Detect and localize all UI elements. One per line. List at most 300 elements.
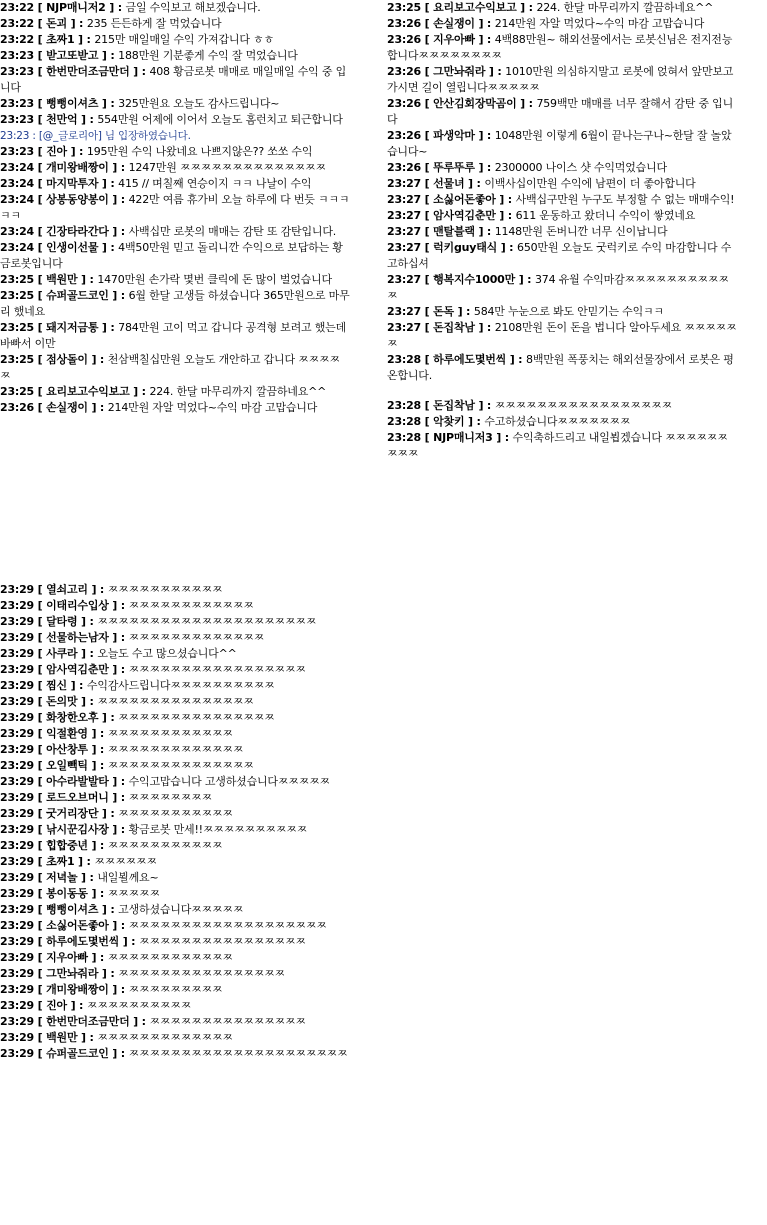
message-text: 수익고맙습니다 고생하셨습니다ㅉㅉㅉㅉㅉ <box>128 775 330 788</box>
message-time: 23:29 <box>0 983 35 996</box>
nick-bracket-open: [ <box>34 65 47 78</box>
sender-nickname: 소싫어돈좋아 <box>433 193 496 206</box>
sender-nickname: 하루에도몇번씩 <box>46 935 120 948</box>
chat-message <box>0 758 350 774</box>
nick-bracket-close: ] : <box>108 193 129 206</box>
nick-bracket-open: [ <box>421 415 434 428</box>
sender-nickname: 뚜루뚜루 <box>433 161 475 174</box>
nick-bracket-close: ] : <box>98 241 119 254</box>
sender-nickname: 지우아빠 <box>46 951 88 964</box>
message-text: 2108만원 돈이 돈을 법니다 알아두세요 ㅉㅉㅉㅉㅉㅉ <box>387 321 737 350</box>
message-time: 23:25 <box>0 385 35 398</box>
message-time: 23:27 <box>387 273 422 286</box>
sender-nickname: 초짜1 <box>46 33 75 46</box>
message-time: 23:29 <box>0 903 35 916</box>
message-time: 23:29 <box>0 695 35 708</box>
chat-log-panel-bottom <box>0 582 350 1212</box>
message-text: ㅉㅉㅉㅉㅉㅉㅉㅉㅉㅉㅉㅉㅉ <box>128 631 265 644</box>
chat-message <box>0 288 350 320</box>
chat-message <box>0 806 350 822</box>
nick-bracket-close: ] : <box>108 791 129 804</box>
sender-nickname: NJP매니저2 <box>46 1 106 14</box>
nick-bracket-close: ] : <box>87 401 108 414</box>
message-time: 23:26 <box>0 401 35 414</box>
chat-message <box>0 160 350 176</box>
chat-message <box>387 16 737 32</box>
sender-nickname: 파생악마 <box>433 129 475 142</box>
nick-bracket-open: [ <box>34 647 47 660</box>
nick-bracket-open: [ <box>421 225 434 238</box>
message-time: 23:24 <box>0 177 35 190</box>
chat-message <box>387 320 737 352</box>
nick-bracket-close: ] : <box>129 65 150 78</box>
nick-bracket-open: [ <box>34 743 47 756</box>
sender-nickname: 아산창투 <box>46 743 88 756</box>
nick-bracket-open: [ <box>34 903 47 916</box>
sender-nickname: 소싫어돈좋아 <box>46 919 109 932</box>
nick-bracket-close: ] : <box>108 599 129 612</box>
message-text: 6월 한달 고생들 하셨습니다 365만원으로 마무리 했네요 <box>0 289 350 318</box>
nick-bracket-close: ] : <box>474 33 495 46</box>
chat-message <box>387 160 737 176</box>
chat-message <box>0 854 350 870</box>
sender-nickname: 사쿠라 <box>46 647 78 660</box>
nick-bracket-close: ] : <box>66 679 87 692</box>
nick-bracket-open: [ <box>421 209 434 222</box>
nick-bracket-close: ] : <box>119 935 140 948</box>
chat-message <box>0 646 350 662</box>
sender-nickname: 찜신 <box>46 679 67 692</box>
chat-message <box>387 352 737 384</box>
nick-bracket-open: [ <box>34 967 47 980</box>
message-time: 23:29 <box>0 839 35 852</box>
sender-nickname: 점상돌이 <box>46 353 88 366</box>
chat-message <box>0 320 350 352</box>
message-text: 1247만원 ㅉㅉㅉㅉㅉㅉㅉㅉㅉㅉㅉㅉㅉㅉ <box>128 161 326 174</box>
nick-bracket-close: ] : <box>105 1 126 14</box>
message-text: 고생하셨습니다ㅉㅉㅉㅉㅉ <box>118 903 244 916</box>
message-time: 23:25 <box>0 273 35 286</box>
message-text: ㅉㅉㅉㅉㅉㅉㅉㅉ <box>128 791 213 804</box>
nick-bracket-open: [ <box>34 241 47 254</box>
message-time: 23:28 <box>387 353 422 366</box>
nick-bracket-open: [ <box>34 177 47 190</box>
nick-bracket-open: [ <box>34 855 47 868</box>
sender-nickname: 하루에도몇번씩 <box>433 353 507 366</box>
nick-bracket-close: ] : <box>98 903 119 916</box>
chat-message <box>387 208 737 224</box>
message-text: 오늘도 수고 많으셨습니다^^ <box>97 647 237 660</box>
nick-bracket-close: ] : <box>495 209 516 222</box>
chat-message <box>0 1046 350 1062</box>
message-text: ㅉㅉㅉㅉㅉㅉㅉㅉㅉㅉㅉㅉ <box>107 951 233 964</box>
sender-nickname: 굿거리장단 <box>46 807 99 820</box>
nick-bracket-close: ] : <box>98 967 119 980</box>
nick-bracket-close: ] : <box>87 759 108 772</box>
chat-message <box>0 48 350 64</box>
chat-message <box>0 774 350 790</box>
message-text: 수익축하드리고 내일뵙겠습니다 ㅉㅉㅉㅉㅉㅉㅉㅉㅉ <box>387 431 728 460</box>
nick-bracket-open: [ <box>34 17 47 30</box>
message-time: 23:29 <box>0 775 35 788</box>
sender-nickname: 암사역김춘만 <box>46 663 109 676</box>
chat-message <box>0 0 350 16</box>
message-text: 4백88만원~ 해외선물에서는 로봇신님은 전지전능합니다ㅉㅉㅉㅉㅉㅉㅉㅉ <box>387 33 733 62</box>
nick-bracket-close: ] : <box>516 1 537 14</box>
message-time: 23:25 <box>387 1 422 14</box>
sender-nickname: 백원만 <box>46 273 78 286</box>
chat-message <box>0 630 350 646</box>
message-text: ㅉㅉㅉㅉㅉ <box>107 887 160 900</box>
nick-bracket-close: ] : <box>464 415 485 428</box>
nick-bracket-open: [ <box>421 33 434 46</box>
message-text: 8백만원 폭풍치는 해외선물장에서 로봇은 평온합니다. <box>387 353 734 382</box>
nick-bracket-close: ] : <box>77 1031 98 1044</box>
nick-bracket-open: [ <box>34 823 47 836</box>
message-time: 23:29 <box>0 855 35 868</box>
nick-bracket-close: ] : <box>485 65 506 78</box>
sender-nickname: 뻥뻥이셔츠 <box>46 97 99 110</box>
nick-bracket-open: [ <box>34 983 47 996</box>
message-text: ㅉㅉㅉㅉㅉㅉㅉㅉㅉㅉㅉ <box>107 839 223 852</box>
message-text: ㅉㅉㅉㅉㅉㅉㅉㅉㅉㅉㅉㅉㅉㅉㅉㅉ <box>139 935 306 948</box>
sender-nickname: 그만놔줘라 <box>46 967 99 980</box>
message-text: 584만 누눈으로 봐도 안믿기는 수익ㅋㅋ <box>473 305 664 318</box>
nick-bracket-close: ] : <box>87 839 108 852</box>
message-text: 195만원 수익 나왔네요 나쁘지않은?? 쏘쏘 수익 <box>86 145 313 158</box>
message-text: ㅉㅉㅉㅉㅉㅉㅉㅉㅉㅉ <box>86 999 192 1012</box>
nick-bracket-close: ] : <box>108 983 129 996</box>
message-time: 23:29 <box>0 727 35 740</box>
message-text: 내일뵐께요~ <box>97 871 159 884</box>
chat-message <box>0 870 350 886</box>
nick-bracket-close: ] : <box>87 583 108 596</box>
message-time: 23:28 <box>387 415 422 428</box>
message-text: 4백50만원 믿고 돌리니깐 수익으로 보답하는 황금로봇입니다 <box>0 241 343 270</box>
nick-bracket-open: [ <box>34 145 47 158</box>
message-text: ㅉㅉㅉㅉㅉㅉㅉㅉㅉㅉㅉ <box>107 583 223 596</box>
spacer <box>387 384 737 398</box>
sender-nickname: 이태리수입상 <box>46 599 109 612</box>
chat-message <box>387 224 737 240</box>
nick-bracket-open: [ <box>34 113 47 126</box>
nick-bracket-close: ] : <box>108 919 129 932</box>
message-text: ㅉㅉㅉㅉㅉㅉㅉㅉㅉㅉㅉㅉㅉㅉㅉㅉ <box>118 967 285 980</box>
sender-nickname: 한번만더조금만더 <box>46 65 130 78</box>
message-time: 23:23 <box>0 49 35 62</box>
message-text: 408 황금로봇 매매로 매일매일 수익 중 입니다 <box>0 65 347 94</box>
nick-bracket-close: ] : <box>474 225 495 238</box>
message-time: 23:29 <box>0 791 35 804</box>
sender-nickname: 암사역김춘만 <box>433 209 496 222</box>
message-time: 23:25 <box>0 321 35 334</box>
sender-nickname: 럭키guy태식 <box>433 241 498 254</box>
nick-bracket-close: ] : <box>98 321 119 334</box>
message-text: 금일 수익보고 해보겠습니다. <box>125 1 261 14</box>
chat-message <box>0 1030 350 1046</box>
message-text: 황금로봇 만세!!ㅉㅉㅉㅉㅉㅉㅉㅉㅉㅉ <box>128 823 308 836</box>
nick-bracket-open: [ <box>421 161 434 174</box>
nick-bracket-open: [ <box>34 663 47 676</box>
message-text: ㅉㅉㅉㅉㅉㅉㅉㅉㅉㅉㅉㅉㅉㅉㅉㅉㅉㅉㅉ <box>128 919 327 932</box>
message-time: 23:29 <box>0 663 35 676</box>
nick-bracket-close: ] : <box>108 631 129 644</box>
nick-bracket-close: ] : <box>506 353 527 366</box>
nick-bracket-open: [ <box>34 1047 47 1060</box>
chat-message <box>387 128 737 160</box>
message-text: 1048만원 이렇게 6월이 끝나는구나~한달 잘 놀았습니다~ <box>387 129 732 158</box>
message-time: 23:29 <box>0 887 35 900</box>
message-time: 23:29 <box>0 1047 35 1060</box>
nick-bracket-open: [ <box>34 871 47 884</box>
message-text: ㅉㅉㅉㅉㅉㅉ <box>94 855 157 868</box>
nick-bracket-close: ] : <box>98 177 119 190</box>
sender-nickname: 손실쟁이 <box>433 17 475 30</box>
nick-bracket-open: [ <box>34 711 47 724</box>
message-time: 23:23 <box>0 145 35 158</box>
nick-bracket-open: [ <box>34 599 47 612</box>
chat-message <box>0 934 350 950</box>
system-message: 23:23 : [@_글로리아] 님 입장하였습니다. <box>0 130 191 142</box>
nick-bracket-close: ] : <box>74 855 95 868</box>
nick-bracket-close: ] : <box>66 999 87 1012</box>
message-time: 23:24 <box>0 161 35 174</box>
nick-bracket-close: ] : <box>77 871 98 884</box>
nick-bracket-open: [ <box>421 97 434 110</box>
chat-message <box>0 902 350 918</box>
sender-nickname: 돈집착남 <box>433 399 475 412</box>
nick-bracket-open: [ <box>34 353 47 366</box>
message-time: 23:29 <box>0 807 35 820</box>
message-time: 23:29 <box>0 743 35 756</box>
sender-nickname: 달타령 <box>46 615 78 628</box>
sender-nickname: 슈퍼골드코인 <box>46 289 109 302</box>
chat-message <box>0 64 350 96</box>
chat-message <box>387 96 737 128</box>
nick-bracket-close: ] : <box>515 273 535 286</box>
sender-nickname: 마지막투자 <box>46 177 99 190</box>
nick-bracket-open: [ <box>421 193 434 206</box>
message-text: 1148만원 돈버니깐 너무 신이납니다 <box>494 225 668 238</box>
sender-nickname: 한번만더조금만더 <box>46 1015 130 1028</box>
message-time: 23:22 <box>0 17 35 30</box>
chat-message <box>0 790 350 806</box>
sender-nickname: 안산김회장막곰이 <box>433 97 517 110</box>
nick-bracket-open: [ <box>34 839 47 852</box>
message-time: 23:29 <box>0 759 35 772</box>
message-text: ㅉㅉㅉㅉㅉㅉㅉㅉㅉㅉㅉㅉㅉㅉ <box>107 759 254 772</box>
message-text: ㅉㅉㅉㅉㅉㅉㅉㅉㅉㅉㅉㅉㅉㅉㅉ <box>97 695 254 708</box>
nick-bracket-close: ] : <box>98 807 119 820</box>
sender-nickname: 상봉동양봉이 <box>46 193 109 206</box>
sender-nickname: 돈독 <box>433 305 454 318</box>
chat-message <box>0 192 350 224</box>
message-time: 23:26 <box>387 65 422 78</box>
nick-bracket-close: ] : <box>77 273 98 286</box>
nick-bracket-close: ] : <box>77 647 98 660</box>
message-text: 784만원 고이 먹고 갑니다 공격형 보려고 했는데 바빠서 이만 <box>0 321 347 350</box>
message-text: ㅉㅉㅉㅉㅉㅉㅉㅉㅉㅉㅉㅉㅉㅉㅉㅉㅉㅉㅉㅉㅉ <box>128 1047 348 1060</box>
message-text: 224. 한달 마무리까지 깔끔하네요^^ <box>149 385 327 398</box>
sender-nickname: 돈의맛 <box>46 695 78 708</box>
sender-nickname: 진아 <box>46 999 67 1012</box>
nick-bracket-close: ] : <box>474 17 495 30</box>
chat-message <box>387 240 737 272</box>
message-time: 23:29 <box>0 967 35 980</box>
message-time: 23:29 <box>0 647 35 660</box>
message-text: 수익감사드립니다ㅉㅉㅉㅉㅉㅉㅉㅉㅉㅉ <box>86 679 275 692</box>
nick-bracket-open: [ <box>421 353 434 366</box>
nick-bracket-close: ] : <box>108 663 129 676</box>
message-time: 23:26 <box>387 129 422 142</box>
sender-nickname: 악찾키 <box>433 415 465 428</box>
message-text: 759백만 매매를 너무 잘해서 감탄 중 입니다 <box>387 97 734 126</box>
chat-log-panel-right <box>387 0 737 535</box>
sender-nickname: 낚시꾼김사장 <box>46 823 109 836</box>
chat-message <box>0 950 350 966</box>
nick-bracket-open: [ <box>34 935 47 948</box>
message-text: 235 든든하게 잘 먹었습니다 <box>86 17 222 30</box>
nick-bracket-open: [ <box>34 727 47 740</box>
chat-message <box>387 64 737 96</box>
message-time: 23:26 <box>387 17 422 30</box>
chat-message <box>0 742 350 758</box>
message-text: 2300000 나이스 샷 수익먹었습니다 <box>494 161 667 174</box>
message-text: 415 // 며칠째 연승이지 ㅋㅋ 나날이 수익 <box>118 177 312 190</box>
nick-bracket-close: ] : <box>474 321 495 334</box>
nick-bracket-open: [ <box>421 431 434 444</box>
nick-bracket-open: [ <box>34 161 47 174</box>
nick-bracket-open: [ <box>34 225 47 238</box>
sender-nickname: 인생이선물 <box>46 241 99 254</box>
message-time: 23:27 <box>387 241 422 254</box>
chat-message <box>387 272 737 304</box>
nick-bracket-open: [ <box>34 401 47 414</box>
nick-bracket-close: ] : <box>87 353 108 366</box>
nick-bracket-open: [ <box>34 583 47 596</box>
message-time: 23:23 <box>0 65 35 78</box>
chat-message <box>0 726 350 742</box>
message-text: ㅉㅉㅉㅉㅉㅉㅉㅉㅉㅉㅉㅉㅉㅉㅉㅉㅉ <box>128 663 306 676</box>
nick-bracket-open: [ <box>34 775 47 788</box>
sender-nickname: 긴장타라간다 <box>46 225 109 238</box>
message-time: 23:29 <box>0 615 35 628</box>
message-text: 1470만원 손가락 몇번 클릭에 돈 많이 벌었습니다 <box>97 273 332 286</box>
sender-nickname: NJP매니저3 <box>433 431 493 444</box>
nick-bracket-close: ] : <box>66 145 87 158</box>
sender-nickname: 개미왕배짱이 <box>46 983 109 996</box>
nick-bracket-open: [ <box>421 273 434 286</box>
chat-message <box>387 430 737 462</box>
message-time: 23:28 <box>387 399 422 412</box>
chat-message <box>0 838 350 854</box>
message-time: 23:25 <box>0 289 35 302</box>
nick-bracket-open: [ <box>421 65 434 78</box>
nick-bracket-open: [ <box>34 1 47 14</box>
message-text: 214만원 자알 먹었다~수익 마감 고맙습니다 <box>107 401 318 414</box>
sender-nickname: 뻥뻥이셔츠 <box>46 903 99 916</box>
chat-message <box>387 414 737 430</box>
nick-bracket-open: [ <box>34 33 47 46</box>
nick-bracket-open: [ <box>34 999 47 1012</box>
message-time: 23:29 <box>0 711 35 724</box>
nick-bracket-close: ] : <box>464 177 485 190</box>
nick-bracket-close: ] : <box>108 225 129 238</box>
sender-nickname: 지우아빠 <box>433 33 475 46</box>
nick-bracket-open: [ <box>34 631 47 644</box>
message-text: 325만원요 오늘도 감사드립니다~ <box>118 97 280 110</box>
message-time: 23:27 <box>387 305 422 318</box>
message-time: 23:29 <box>0 583 35 596</box>
sender-nickname: 개미왕배짱이 <box>46 161 109 174</box>
message-time: 23:26 <box>387 161 422 174</box>
message-text: 650만원 오늘도 굿럭키로 수익 마감합니다 수고하십셔 <box>387 241 732 270</box>
message-time: 23:27 <box>387 209 422 222</box>
nick-bracket-close: ] : <box>129 1015 150 1028</box>
message-text: 1010만원 의심하지말고 로봇에 얹혀서 앞만보고 가시면 길이 열립니다ㅉㅉㅉㅉㅉ <box>387 65 734 94</box>
sender-nickname: 돼지저금통 <box>46 321 99 334</box>
nick-bracket-open: [ <box>421 321 434 334</box>
sender-nickname: 선물녀 <box>433 177 465 190</box>
message-text: 188만원 기분좋게 수익 잘 먹었습니다 <box>118 49 298 62</box>
chat-message <box>0 582 350 598</box>
message-text: 이백사십이만원 수익에 남편이 더 좋아합니다 <box>484 177 696 190</box>
message-text: ㅉㅉㅉㅉㅉㅉㅉㅉㅉㅉㅉㅉ <box>128 599 254 612</box>
message-time: 23:27 <box>387 225 422 238</box>
nick-bracket-open: [ <box>34 615 47 628</box>
sender-nickname: 맨탈블랙 <box>433 225 475 238</box>
message-text: 611 운동하고 왔더니 수익이 쌓였네요 <box>515 209 696 222</box>
message-time: 23:25 <box>0 353 35 366</box>
sender-nickname: 열쇠고리 <box>46 583 88 596</box>
nick-bracket-close: ] : <box>495 193 516 206</box>
chat-message <box>387 304 737 320</box>
message-time: 23:22 <box>0 33 35 46</box>
sender-nickname: 저녁놀 <box>46 871 78 884</box>
message-time: 23:24 <box>0 193 35 206</box>
sender-nickname: 익절환영 <box>46 727 88 740</box>
chat-message <box>0 352 350 384</box>
nick-bracket-close: ] : <box>497 241 518 254</box>
message-time: 23:29 <box>0 631 35 644</box>
message-time: 23:29 <box>0 871 35 884</box>
nick-bracket-open: [ <box>34 321 47 334</box>
message-text: 374 유월 수익마감ㅉㅉㅉㅉㅉㅉㅉㅉㅉㅉㅉ <box>387 273 729 302</box>
message-text: ㅉㅉㅉㅉㅉㅉㅉㅉㅉㅉㅉㅉㅉㅉㅉ <box>118 711 275 724</box>
message-time: 23:26 <box>387 33 422 46</box>
sender-nickname: 화창한오후 <box>46 711 99 724</box>
message-time: 23:29 <box>0 919 35 932</box>
chat-message <box>387 192 737 208</box>
message-time: 23:23 <box>0 97 35 110</box>
nick-bracket-close: ] : <box>492 431 513 444</box>
message-text: 554만원 어제에 이어서 오늘도 홈런치고 퇴근합니다 <box>97 113 343 126</box>
nick-bracket-open: [ <box>34 97 47 110</box>
sender-nickname: 힙합중년 <box>46 839 88 852</box>
chat-message <box>0 176 350 192</box>
message-time: 23:28 <box>387 431 422 444</box>
message-time: 23:29 <box>0 935 35 948</box>
nick-bracket-close: ] : <box>98 49 119 62</box>
message-time: 23:29 <box>0 599 35 612</box>
message-text: ㅉㅉㅉㅉㅉㅉㅉㅉㅉㅉㅉㅉㅉㅉㅉ <box>149 1015 306 1028</box>
nick-bracket-close: ] : <box>87 743 108 756</box>
nick-bracket-close: ] : <box>77 695 98 708</box>
chat-message <box>0 240 350 272</box>
message-time: 23:29 <box>0 823 35 836</box>
chat-message <box>0 694 350 710</box>
chat-message <box>387 32 737 64</box>
